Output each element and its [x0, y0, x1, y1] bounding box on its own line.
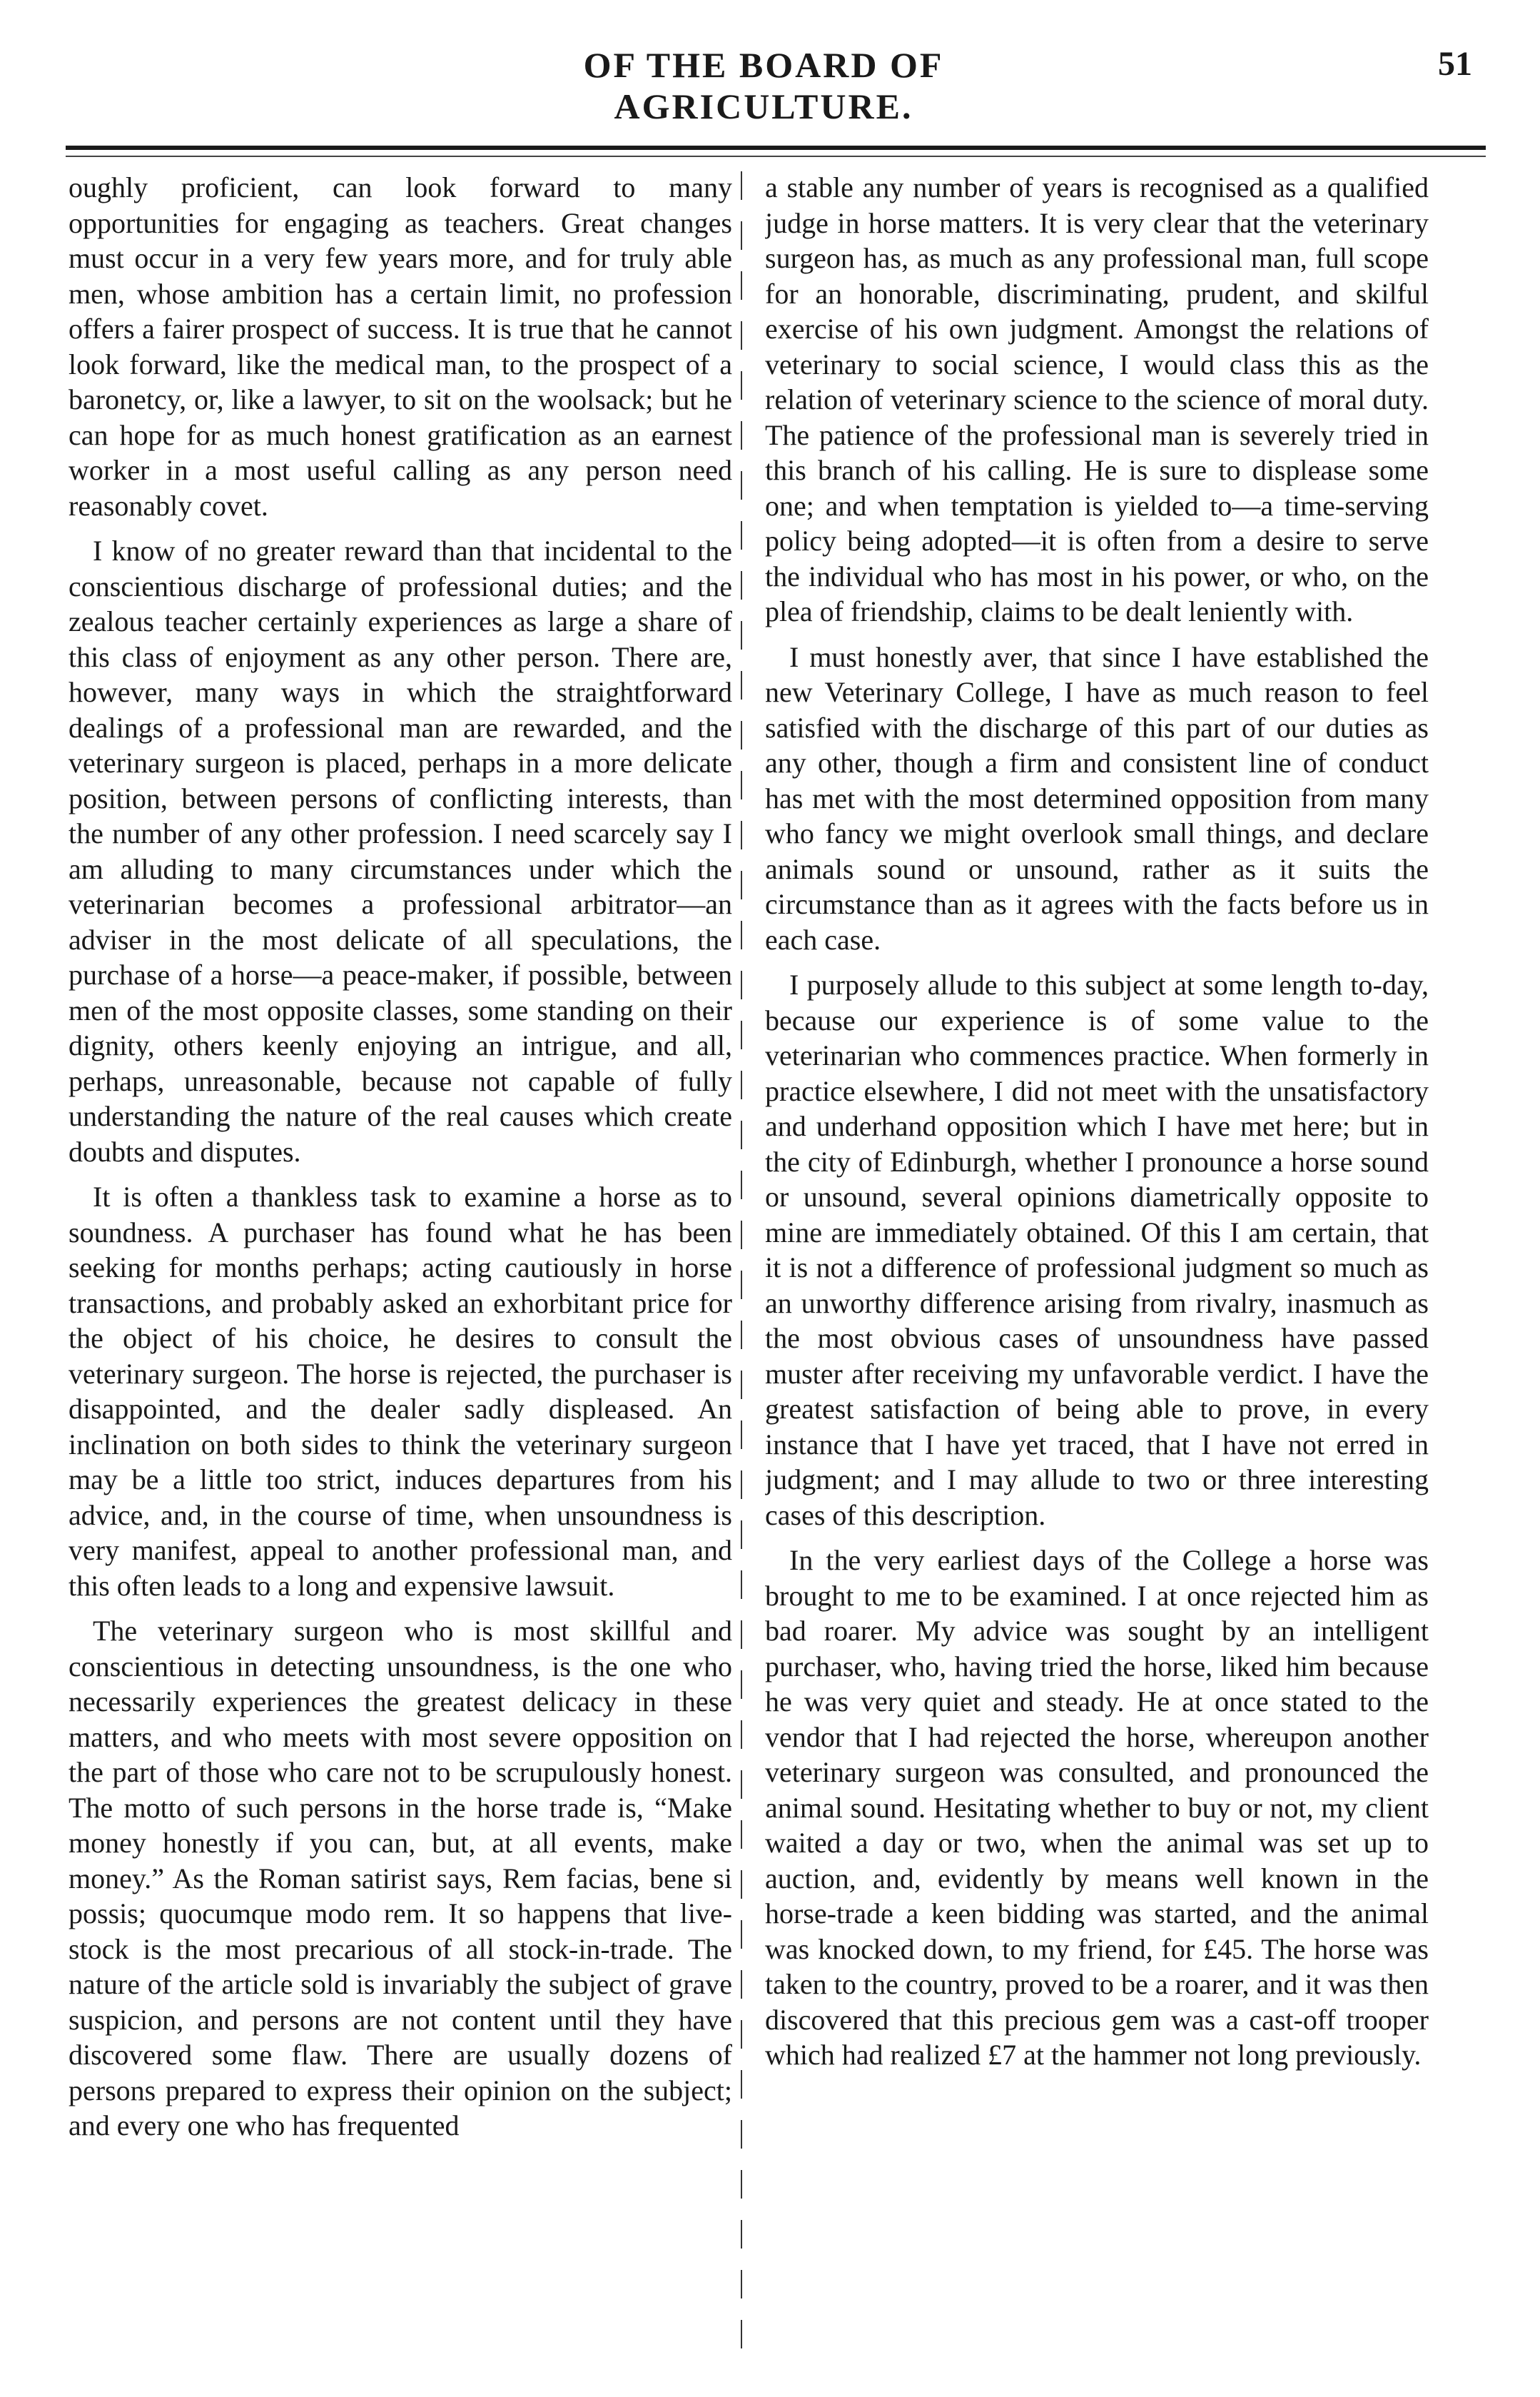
paragraph: I know of no greater reward than that incidental to the conscientious discharge of professional duties; and the zealous teacher certainly experiences as large a share of this class of enjoyment as any other person. There are, however, many ways in which the straightforward dealings of a professional man are rewarded, and the veterinary surgeon is placed, perhaps in a more delicate position, between persons of conflicting interests, than the number of any other profession. I need scarcely say I am alluding to many circumstances under which the veterinarian becomes a professional arbitrator—an adviser in the most delicate of all speculations, the purchase of a horse—a peace-maker, if possible, between men of the most opposite classes, some standing on their dignity, others keenly enjoying an intrigue, and all, perhaps, unreasonable, because not capable of fully understanding the nature of the real causes which create doubts and disputes. [69, 535, 732, 1168]
paragraph: The veterinary surgeon who is most skillful and conscientious in detecting unsoundness, is the one who necessarily experiences the greatest delicacy in these matters, and who meets with most severe opposition on the part of those who care not to be scrupulously honest. The motto of such persons in the horse trade is, “Make money honestly if you can, but, at all events, make money.” As the Roman satirist says, Rem facias, bene si possis; quocumque modo rem. It so happens that live-stock is the most precarious of all stock-in-trade. The nature of the article sold is invariably the subject of grave suspicion, and persons are not content until they have discovered some flaw. There are usually dozens of persons prepared to express their opinion on the subject; and every one who has frequented [69, 1615, 732, 2141]
right-column [765, 170, 1429, 2361]
paragraph: oughly proficient, can look forward to many opportunities for engaging as teachers. Great changes must occur in a very few years more, and for truly able men, whose ambition has a certain limit, no profession offers a fairer prospect of success. It is true that he cannot look forward, like the medical man, to the prospect of a baronetcy, or, like a lawyer, to sit on the woolsack; but he can hope for as much honest gratification as an earnest worker in a most useful calling as any person need reasonably covet. [69, 171, 732, 522]
header-rule-thick [66, 146, 1486, 150]
left-column [69, 170, 732, 2361]
paragraph: In the very earliest days of the College a horse was brought to me to be examined. I at once rejected him as bad roarer. My advice was sought by an intelligent purchaser, who, having tried the horse, liked him because he was very quiet and steady. He at once stated to the vendor that I had rejected the horse, whereupon another veterinary surgeon was consulted, and pronounced the animal sound. Hesitating whether to buy or not, my client waited a day or two, when the animal was set up to auction, and, evidently by means well known in the horse-trade a keen bidding was started, and the animal was knocked down, to my friend, for £45. The horse was taken to the country, proved to be a roarer, and it was then discovered that this precious gem was a cast-off trooper which had realized £7 at the hammer not long previously. [765, 1544, 1429, 2071]
page-number: 51 [1438, 45, 1472, 83]
paragraph: It is often a thankless task to examine a horse as to soundness. A purchaser has found what he has been seeking for months perhaps; acting cautiously in horse transactions, and probably asked an exhorbitant price for the object of his choice, he desires to consult the veterinary surgeon. The horse is rejected, the purchaser is disappointed, and the dealer sadly displeased. An inclination on both sides to think the veterinary surgeon may be a little too strict, induces departures from his advice, and, in the course of time, when unsoundness is very manifest, appeal to another professional man, and this often leads to a long and expensive lawsuit. [69, 1181, 732, 1602]
page-header [0, 44, 1540, 126]
column-divider [741, 171, 742, 2348]
paragraph: a stable any number of years is recognised as a qualified judge in horse matters. It is very clear that the veterinary surgeon has, as much as any professional man, full scope for an honorable, discriminating, prudent, and skilful exercise of his own judgment. Amongst the relations of veterinary to social science, I would class this as the relation of veterinary science to the science of moral duty. The patience of the professional man is severely tried in this branch of his calling. He is sure to displease some one; and when temptation is yielded to—a time-serving policy being adopted—it is often from a desire to serve the individual who has most in his power, or who, on the plea of friendship, claims to be dealt leniently with. [765, 171, 1429, 627]
running-title: OF THE BOARD OF AGRICULTURE. [583, 45, 944, 126]
paragraph: I must honestly aver, that since I have established the new Veterinary College, I have as much reason to feel satisfied with the discharge of this part of our duties as any other, though a firm and consistent line of conduct has met with the most determined opposition from many who fancy we might overlook small things, and declare animals sound or unsound, rather as it suits the circumstance than as it agrees with the facts before us in each case. [765, 640, 1429, 956]
header-rule-thin [66, 156, 1486, 157]
paragraph: I purposely allude to this subject at some length to-day, because our experience is of some value to the veterinarian who commences practice. When formerly in practice elsewhere, I did not meet with the unsatisfactory and underhand opposition which I have met here; but in the city of Edinburgh, whether I pronounce a horse sound or unsound, several opinions diametrically opposite to mine are immediately obtained. Of this I am certain, that it is not a difference of professional judgment so much as an unworthy difference arising from rivalry, inasmuch as the most obvious cases of unsoundness have passed muster after receiving my unfavorable verdict. I have the greatest satisfaction of being able to prove, in every instance that I have yet traced, that I have not erred in judgment; and I may allude to two or three interesting cases of this description. [765, 969, 1429, 1531]
